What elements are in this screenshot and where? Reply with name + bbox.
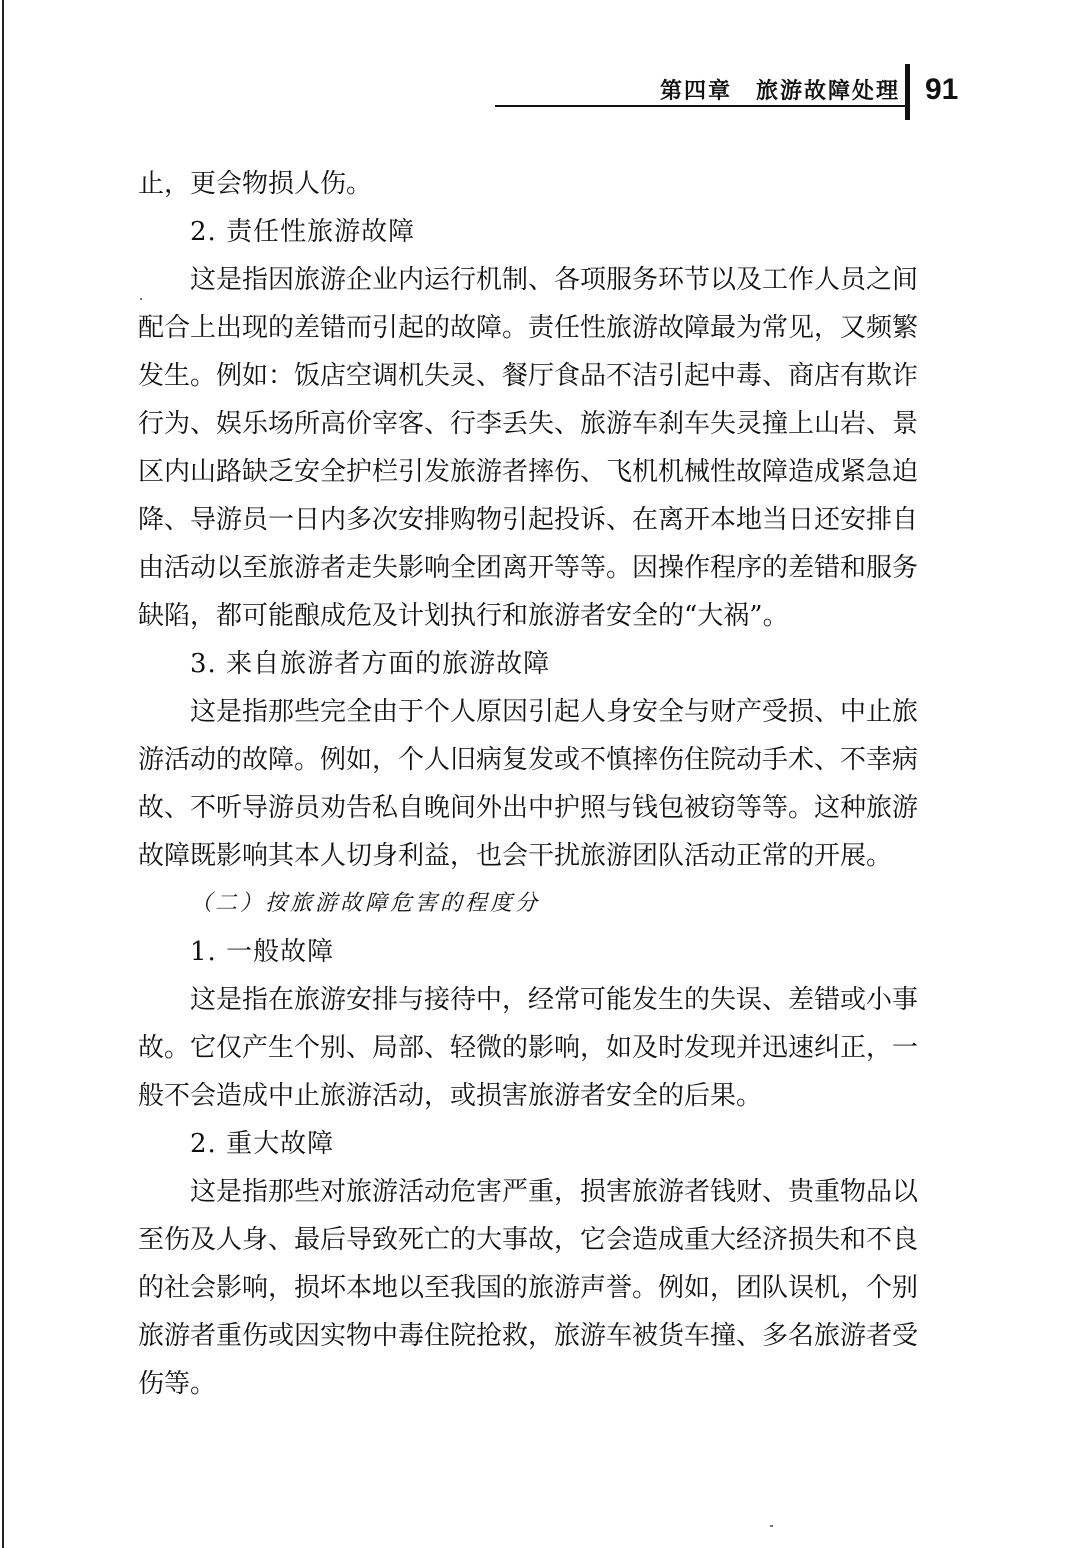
scan-speck [770,1525,773,1527]
subheading-responsibility-fault: 2. 责任性旅游故障 [190,217,416,247]
paragraph-tourist-fault: 这是指那些完全由于个人原因引起人身安全与财产受损、中止旅游活动的故障。例如，个人旧病复发或不慎摔伤住院动手术、不幸病故、不听导游员劝告私自晚间外出中护照与钱包被窃等等。这种旅游故障既影响其本人切身利益，也会干扰旅游团队活动正常的开展。 [138,697,919,871]
page-number: 91 [925,73,959,106]
section-heading-severity: （二）按旅游故障危害的程度分 [190,891,541,916]
header-divider-bar [905,64,910,120]
page-body [138,160,918,1408]
header-rule [495,105,908,107]
running-header [495,60,975,120]
page-edge [2,0,4,1548]
subheading-general-fault: 1. 一般故障 [190,937,335,967]
paragraph-major-fault: 这是指那些对旅游活动危害严重，损害旅游者钱财、贵重物品以至伤及人身、最后导致死亡的大事故，它会造成重大经济损失和不良的社会影响，损坏本地以至我国的旅游声誉。例如，团队误机，个别旅游者重伤或因实物中毒住院抢救，旅游车被货车撞、多名旅游者受伤等。 [138,1177,919,1399]
subheading-major-fault: 2. 重大故障 [190,1129,335,1159]
paragraph-general-fault: 这是指在旅游安排与接待中，经常可能发生的失误、差错或小事故。它仅产生个别、局部、轻微的影响，如及时发现并迅速纠正，一般不会造成中止旅游活动，或损害旅游者安全的后果。 [138,985,919,1111]
subheading-tourist-fault: 3. 来自旅游者方面的旅游故障 [190,649,551,679]
paragraph-continuation: 止，更会物损人伤。 [138,169,373,199]
chapter-title: 第四章 旅游故障处理 [660,78,901,104]
paragraph-responsibility-fault: 这是指因旅游企业内运行机制、各项服务环节以及工作人员之间配合上出现的差错而引起的故障。责任性旅游故障最为常见，又频繁发生。例如：饭店空调机失灵、餐厅食品不洁引起中毒、商店有欺诈行为、娱乐场所高价宰客、行李丢失、旅游车刹车失灵撞上山岩、景区内山路缺乏安全护栏引发旅游者摔伤、飞机机械性故障造成紧急迫降、导游员一日内多次安排购物引起投诉、在离开本地当日还安排自由活动以至旅游者走失影响全团离开等等。因操作程序的差错和服务缺陷，都可能酿成危及计划执行和旅游者安全的“大祸”。 [138,265,919,631]
scan-speck [140,298,142,300]
